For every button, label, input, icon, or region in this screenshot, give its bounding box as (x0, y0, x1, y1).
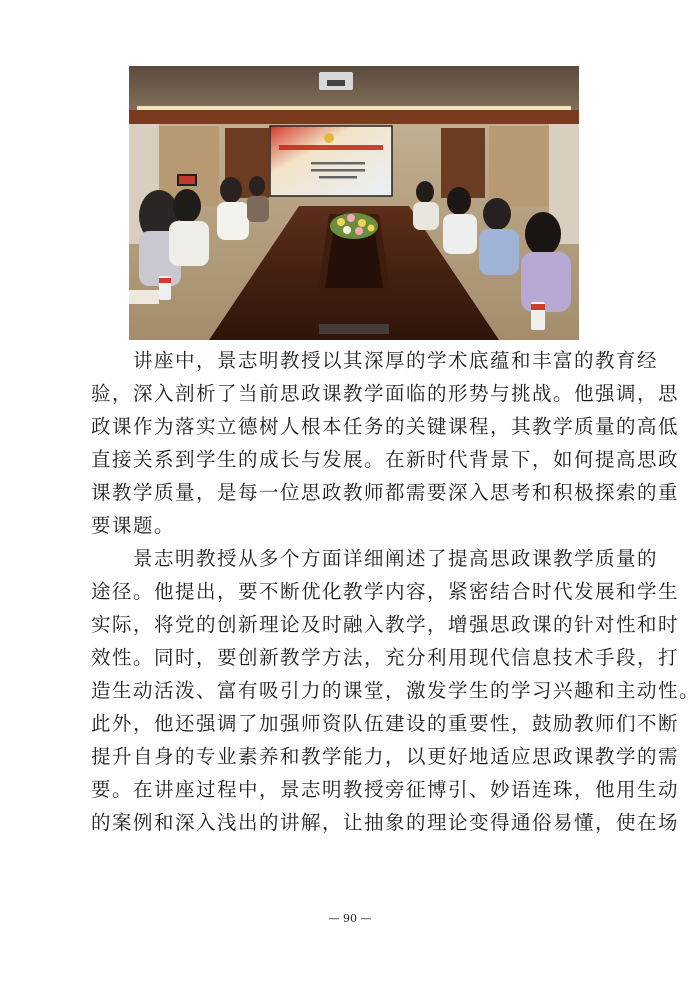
paragraph2-line: 效性。同时，要创新教学方法，充分利用现代信息技术手段，打 (91, 646, 680, 669)
article-body (91, 344, 700, 839)
paragraph2-line: 提升自身的专业素养和教学能力，以更好地适应思政课教学的需 (91, 745, 680, 768)
paragraph1-line: 政课作为落实立德树人根本任务的关键课程，其教学质量的高低 (91, 415, 680, 438)
paragraph2-line: 要。在讲座过程中，景志明教授旁征博引、妙语连珠，他用生动 (91, 778, 680, 801)
lecture-photo-illustration (129, 66, 579, 340)
paragraph1-line: 讲座中，景志明教授以其深厚的学术底蕴和丰富的教育经 (133, 349, 659, 372)
lecture-photo (129, 66, 579, 340)
page-number: — 90 — (328, 912, 372, 925)
paragraph2-line: 造生动活泼、富有吸引力的课堂，激发学生的学习兴趣和主动性。 (91, 679, 700, 702)
paragraph2-line: 的案例和深入浅出的讲解，让抽象的理论变得通俗易懂，使在场 (91, 811, 680, 834)
paragraph2-line: 途径。他提出，要不断优化教学内容，紧密结合时代发展和学生 (91, 580, 680, 603)
paragraph2-line: 此外，他还强调了加强师资队伍建设的重要性，鼓励教师们不断 (91, 712, 680, 735)
paragraph1-line: 要课题。 (91, 514, 176, 537)
paragraph1-line: 验，深入剖析了当前思政课教学面临的形势与挑战。他强调，思 (91, 382, 680, 405)
paragraph1-line: 直接关系到学生的成长与发展。在新时代背景下，如何提高思政 (91, 448, 680, 471)
paragraph2-line: 实际，将党的创新理论及时融入教学，增强思政课的针对性和时 (91, 613, 680, 636)
paragraph2-line: 景志明教授从多个方面详细阐述了提高思政课教学质量的 (133, 547, 659, 570)
paragraph1-line: 课教学质量，是每一位思政教师都需要深入思考和积极探索的重 (91, 481, 680, 504)
